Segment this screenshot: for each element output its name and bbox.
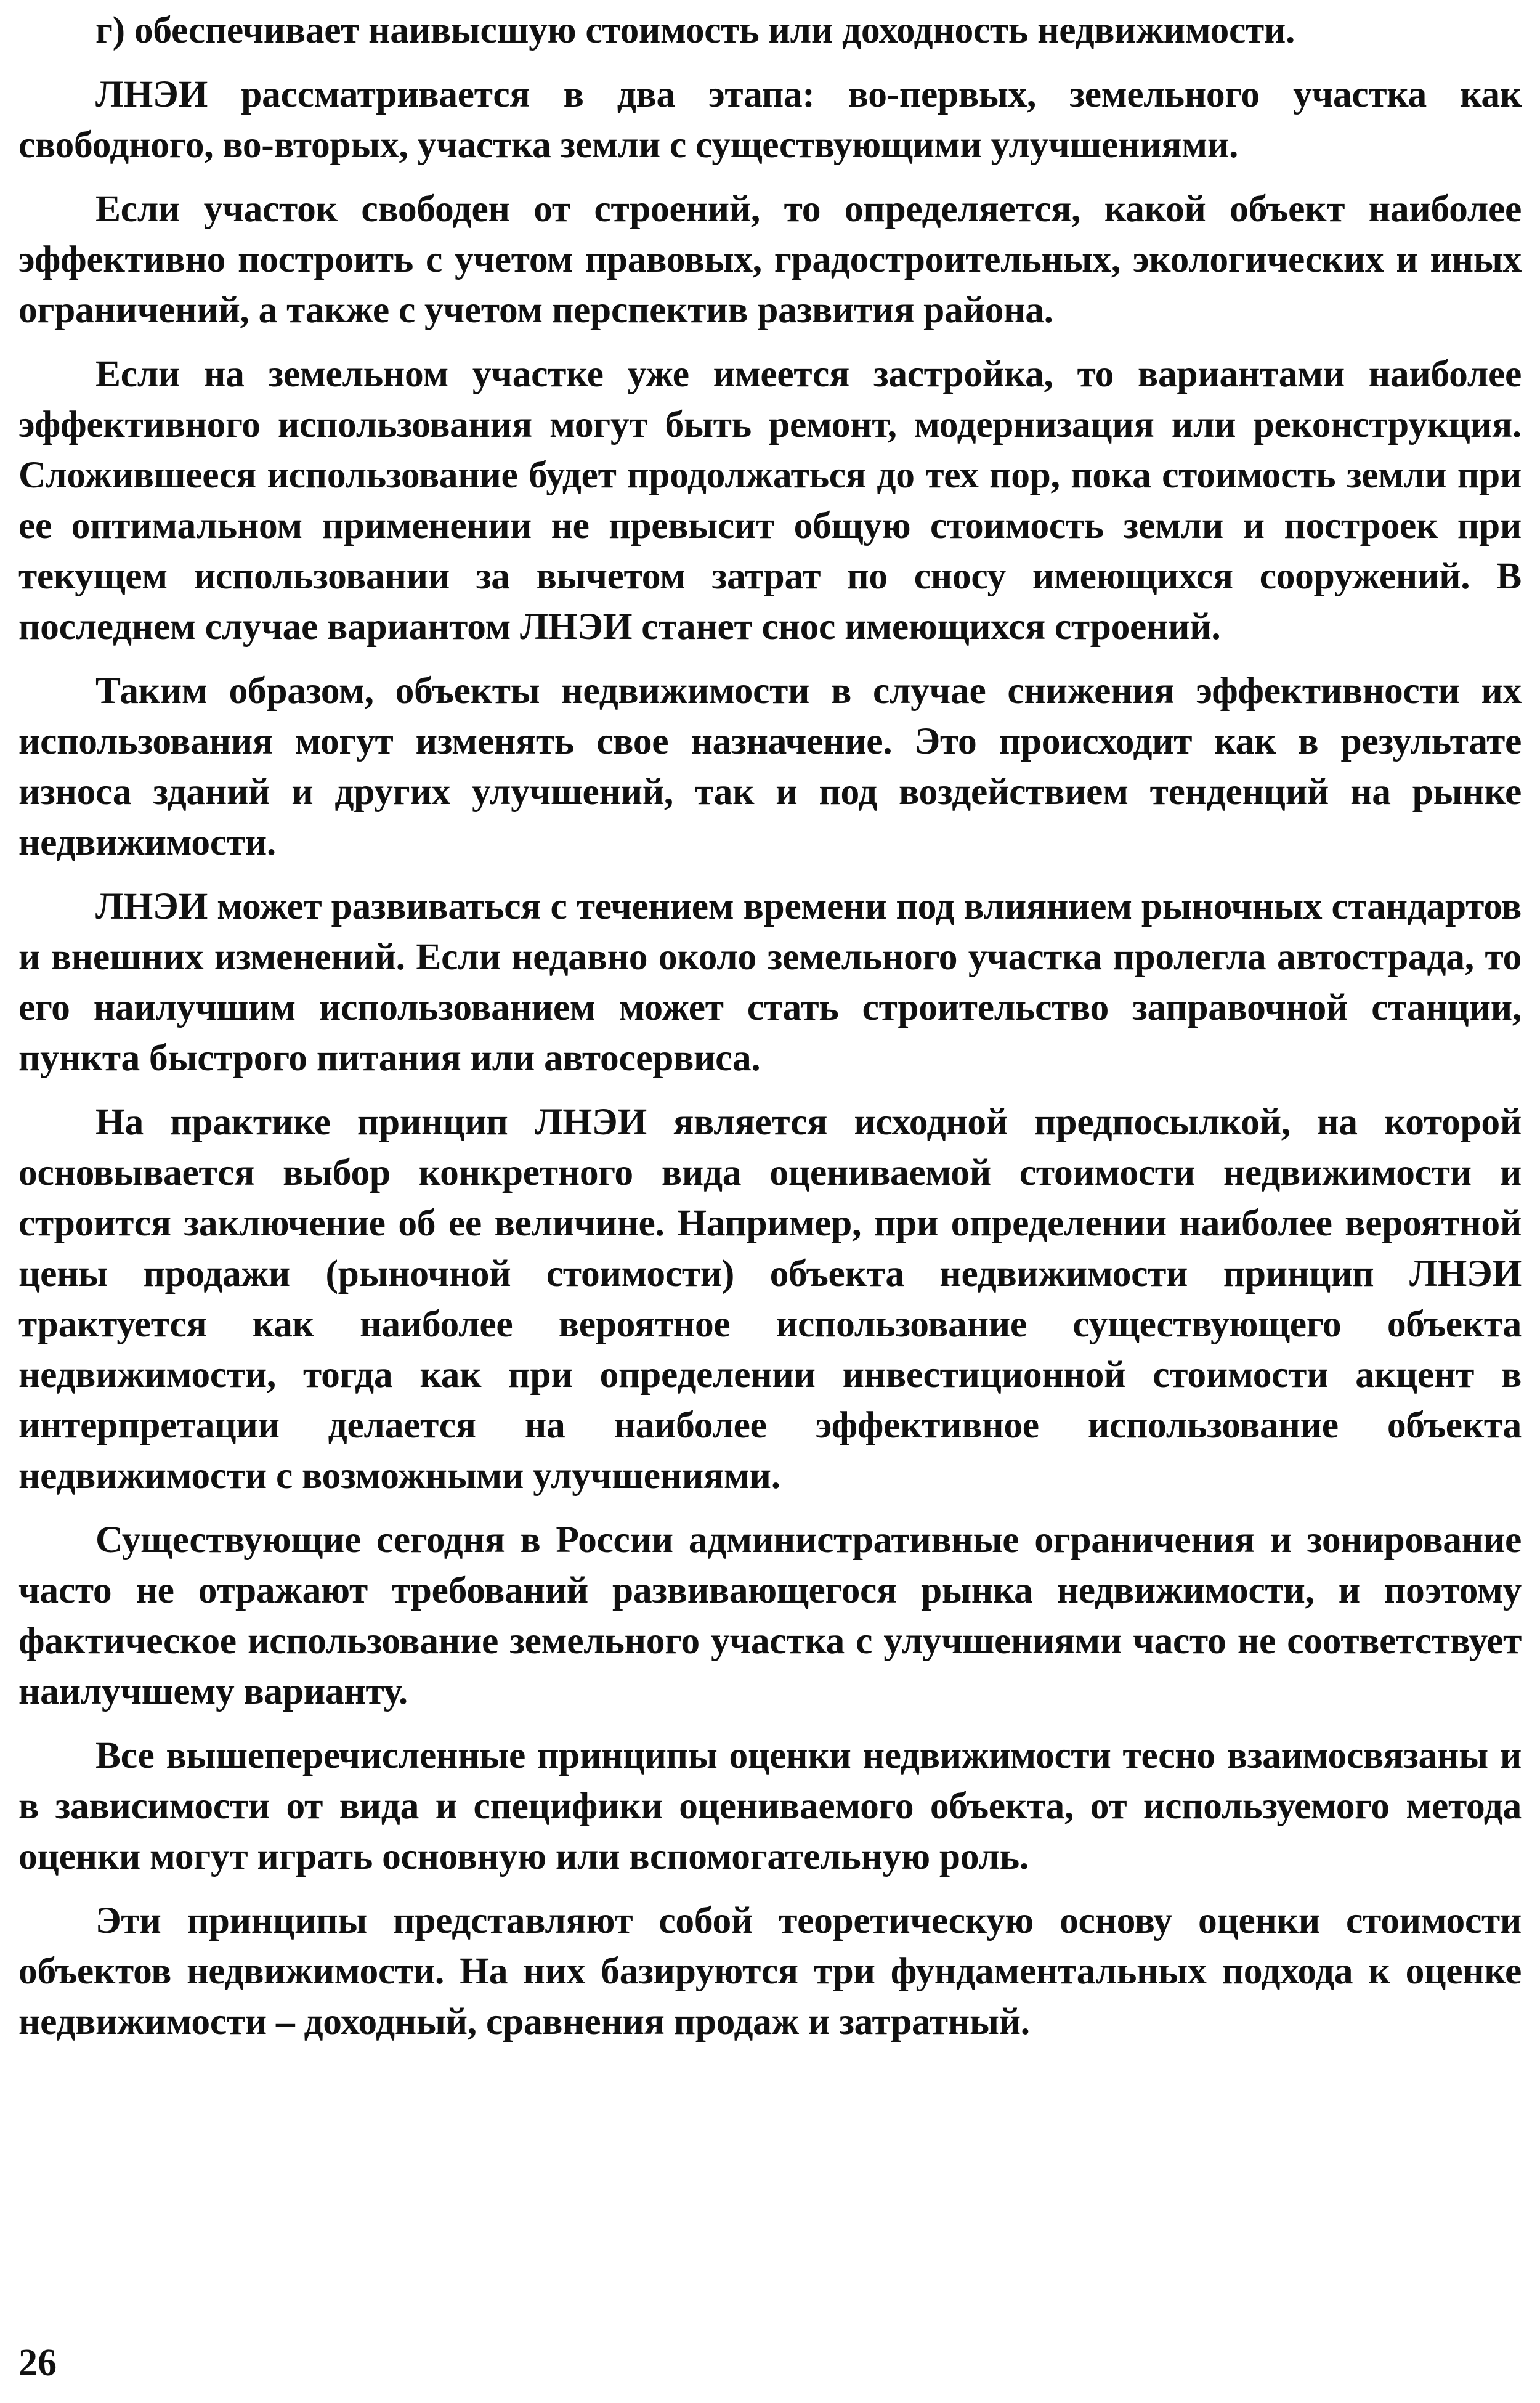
paragraph-practice: На практике принцип ЛНЭИ является исходной предпосылкой, на которой основывается выбор конкретного вида оцениваемой стоимости недвижимости и строится заключение об ее величине. Например, при определении наиболее вероятной цены продажи (рыночной стоимости) объекта недвижимости принцип ЛНЭИ трактуется как наиболее вероятное использование существующего объекта недвижимости, тогда как при определении инвестиционной стоимости акцент в интерпретации делается на наиболее эффективное использование объекта недвижимости с возможными улучшениями. (18, 1101, 1522, 1497)
paragraph-russia-zoning: Существующие сегодня в России административные ограничения и зонирование часто не отражают требований развивающегося рынка недвижимости, и поэтому фактическое использование земельного участка с улучшениями часто не соответствует наилучшему варианту. (18, 1519, 1522, 1712)
paragraph-item-d: г) обеспечивает наивысшую стоимость или доходность недвижимости. (95, 9, 1295, 51)
paragraph-lnei-stages: ЛНЭИ рассматривается в два этапа: во-первых, земельного участка как свободного, во-вторых, участка земли с существующими улучшениями. (18, 73, 1522, 166)
paragraph-existing-buildings: Если на земельном участке уже имеется застройка, то вариантами наиболее эффективного использования могут быть ремонт, модернизация или реконструкция. Сложившееся использование будет продолжаться до тех пор, пока стоимость земли при ее оптимальном применении не превысит общую стоимость земли и построек при текущем использовании за вычетом затрат по сносу имеющихся сооружений. В последнем случае вариантом ЛНЭИ станет снос имеющихся строений. (18, 353, 1522, 648)
page-number: 26 (18, 2342, 57, 2384)
paragraph-market-standards: ЛНЭИ может развиваться с течением времени под влиянием рыночных стандартов и внешних изменений. Если недавно около земельного участка пролегла автострада, то его наилучшим использованием может стать строительство заправочной станции, пункта быстрого питания или автосервиса. (18, 885, 1522, 1079)
book-page (18, 0, 1528, 2403)
paragraph-vacant-land: Если участок свободен от строений, то определяется, какой объект наиболее эффективно построить с учетом правовых, градостроительных, экологических и иных ограничений, а также с учетом перспектив развития района. (18, 188, 1522, 331)
paragraph-three-approaches: Эти принципы представляют собой теоретическую основу оценки стоимости объектов недвижимости. На них базируются три фундаментальных подхода к оценке недвижимости – доходный, сравнения продаж и затратный. (18, 1900, 1522, 2043)
body-text (18, 5, 1522, 2060)
paragraph-interrelated-principles: Все вышеперечисленные принципы оценки недвижимости тесно взаимосвязаны и в зависимости от вида и специфики оцениваемого объекта, от используемого метода оценки могут играть основную или вспомогательную роль. (18, 1734, 1522, 1877)
paragraph-change-of-use: Таким образом, объекты недвижимости в случае снижения эффективности их использования могут изменять свое назначение. Это происходит как в результате износа зданий и других улучшений, так и под воздействием тенденций на рынке недвижимости. (18, 670, 1522, 863)
